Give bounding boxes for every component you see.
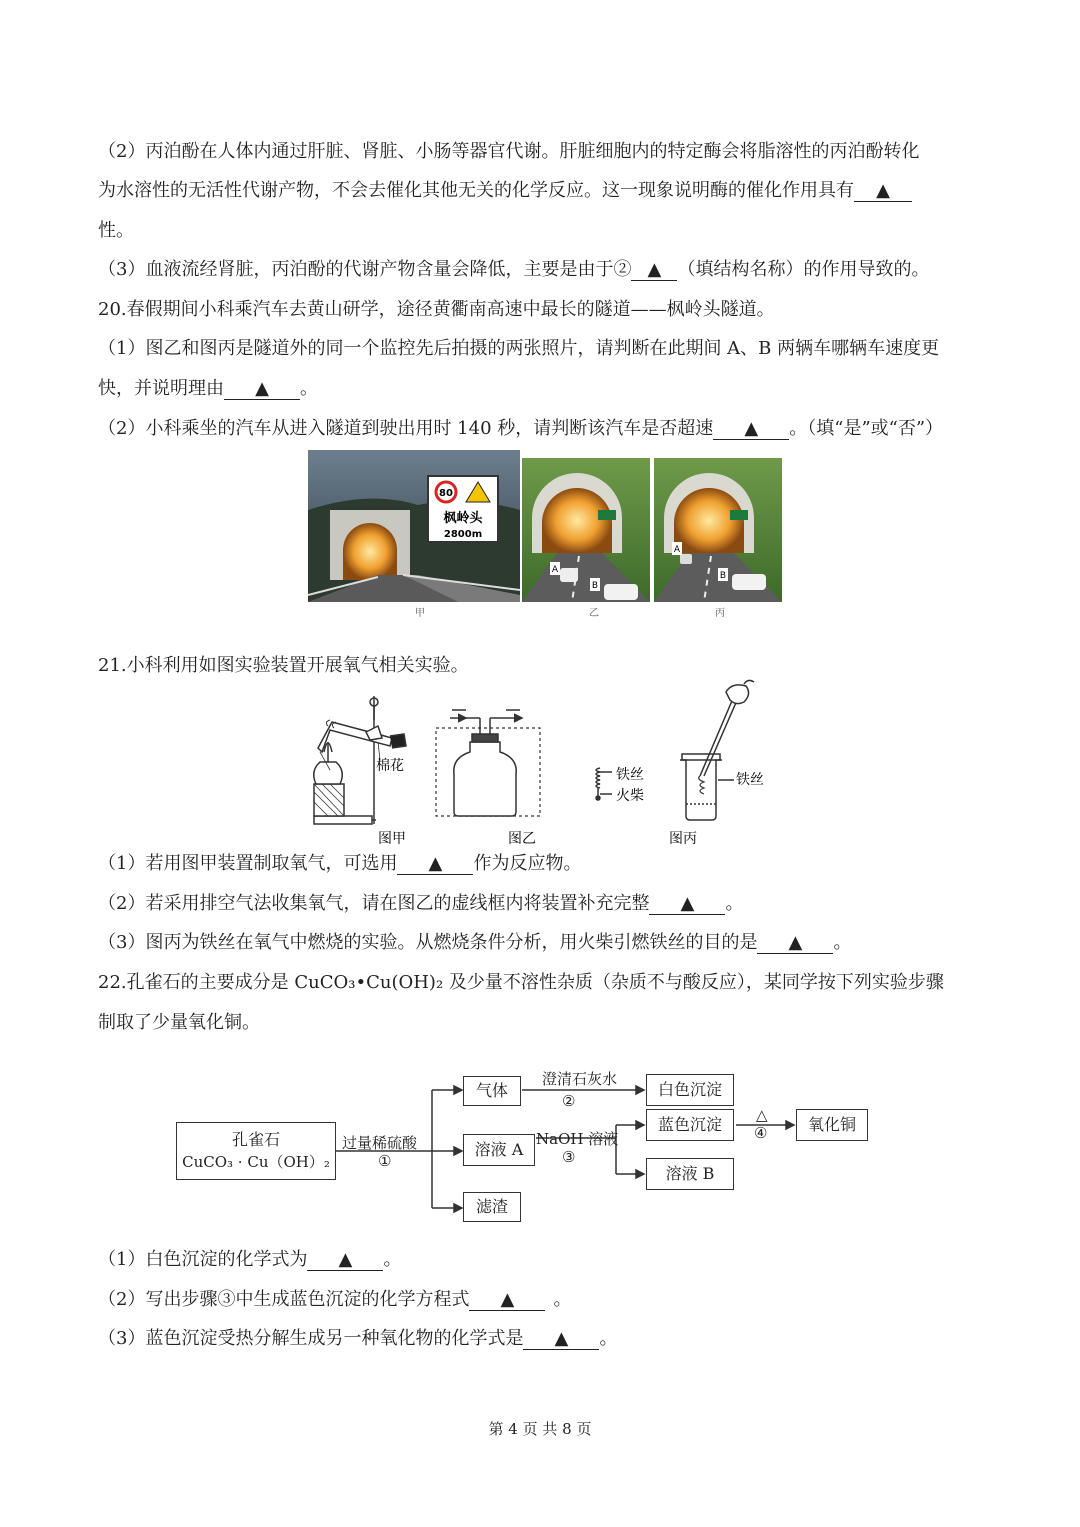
answer-blank[interactable]: ▲ (469, 1290, 545, 1311)
car-b-label: B (591, 581, 599, 591)
car-a-label: A (551, 565, 559, 575)
malachite-formula: CuCO₃ · Cu（OH）₂ (182, 1153, 330, 1171)
q21-part2 (98, 891, 743, 917)
q22-part3-text: （3）蓝色沉淀受热分解生成另一种氧化物的化学式是 (98, 1328, 524, 1349)
q19-part2-line3: 性。 (98, 220, 134, 241)
step-1-label: ① (378, 1152, 392, 1170)
step-2-label: ② (562, 1092, 576, 1110)
q22-part1-text-end: 。 (383, 1249, 402, 1270)
q19-part2-line1: （2）丙泊酚在人体内通过肝脏、肾脏、小肠等器官代谢。肝脏细胞内的特定酶会将脂溶性的丙泊酚转化 (98, 141, 920, 162)
heat-symbol: △ (756, 1106, 768, 1124)
q19-part2-line2 (98, 178, 912, 204)
answer-blank[interactable]: ▲ (224, 379, 300, 400)
label-cotton: 棉花 (376, 758, 404, 774)
q21-part3 (98, 930, 851, 956)
tunnel-photos-figure (308, 450, 784, 622)
photo-bing (654, 458, 782, 602)
caption-yi: 乙 (589, 608, 599, 619)
caption-fig-bing: 图丙 (669, 831, 697, 847)
q22-part2 (98, 1287, 571, 1313)
q20-part2-text: （2）小科乘坐的汽车从进入隧道到驶出用时 140 秒，请判断该汽车是否超速 (98, 418, 714, 439)
solution-b-box: 溶液 B (646, 1158, 734, 1190)
q20-stem: 20.春假期间小科乘汽车去黄山研学，途径黄衢南高速中最长的隧道——枫岭头隧道。 (98, 299, 775, 320)
period: 。 (300, 378, 318, 399)
q19-part3 (98, 257, 929, 283)
car-b (732, 574, 766, 590)
sign-tunnel-name: 枫岭头 (443, 511, 483, 526)
q22-part3-text-end: 。 (599, 1328, 618, 1349)
gas-box: 气体 (463, 1076, 521, 1106)
white-precipitate-box: 白色沉淀 (646, 1074, 734, 1106)
answer-blank[interactable]: ▲ (649, 894, 725, 915)
copper-oxide-box: 氧化铜 (796, 1109, 868, 1141)
answer-blank[interactable]: ▲ (523, 1329, 599, 1350)
caption-jia: 甲 (415, 608, 425, 619)
q19-part3-text-end: （填结构名称）的作用导致的。 (677, 259, 930, 280)
oxygen-apparatus-figure (300, 676, 780, 852)
reagent-dilute-sulfuric-acid: 过量稀硫酸 (342, 1134, 418, 1152)
q21-part3-text: （3）图丙为铁丝在氧气中燃烧的实验。从燃烧条件分析，用火柴引燃铁丝的目的是 (98, 932, 758, 953)
step-3-label: ③ (562, 1148, 576, 1166)
caption-fig-jia: 图甲 (378, 831, 406, 847)
q22-part2-text-end: 。 (553, 1289, 572, 1310)
q20-part1-text: 快，并说明理由 (98, 378, 224, 399)
apparatus-yi (436, 710, 540, 816)
label-iron-wire-jar: 铁丝 (736, 772, 764, 788)
car-b (604, 584, 638, 600)
answer-blank[interactable]: ▲ (713, 419, 789, 440)
q20-part2 (98, 416, 943, 442)
caption-bing: 丙 (715, 608, 725, 619)
caption-fig-yi: 图乙 (508, 831, 536, 847)
q20-part1-line1: （1）图乙和图丙是隧道外的同一个监控先后拍摄的两张照片，请判断在此期间 A、B 两辆车哪辆车速度更 (98, 338, 940, 359)
photo-jia (308, 450, 520, 602)
solution-a-box: 溶液 A (463, 1134, 535, 1166)
q22-stem-line1: 22.孔雀石的主要成分是 CuCO₃•Cu(OH)₂ 及少量不溶性杂质（杂质不与酸反应），某同学按下列实验步骤 (98, 972, 944, 993)
q21-stem: 21.小科利用如图实验装置开展氧气相关实验。 (98, 655, 469, 676)
car-b-label: B (719, 571, 727, 581)
reagent-naoh: NaOH 溶液 (536, 1130, 619, 1148)
answer-blank[interactable]: ▲ (307, 1250, 383, 1271)
cuo-preparation-flowchart (170, 1060, 870, 1226)
q19-part2-text: 为水溶性的无活性代谢产物，不会去催化其他无关的化学反应。这一现象说明酶的催化作用具有 (98, 180, 854, 201)
label-match: 火柴 (616, 788, 644, 804)
malachite-name: 孔雀石 (231, 1130, 280, 1149)
q21-part1-text-end: 作为反应物。 (473, 853, 582, 874)
answer-blank[interactable]: ▲ (757, 933, 833, 954)
answer-blank[interactable]: ▲ (631, 260, 677, 281)
q21-part3-text-end: 。 (833, 932, 852, 953)
q19-part3-text: （3）血液流经肾脏，丙泊酚的代谢产物含量会降低，主要是由于② (98, 259, 632, 280)
residue-box: 滤渣 (463, 1192, 521, 1222)
step-4-label: ④ (754, 1124, 768, 1142)
q22-part1-text: （1）白色沉淀的化学式为 (98, 1249, 308, 1270)
car-a-label: A (673, 545, 681, 555)
q21-part1-text: （1）若用图甲装置制取氧气，可选用 (98, 853, 398, 874)
answer-blank[interactable]: ▲ (854, 181, 912, 202)
car-a (680, 554, 692, 564)
malachite-box (176, 1122, 336, 1180)
q20-part1-line2 (98, 376, 318, 402)
q22-part3 (98, 1326, 617, 1352)
sign-tunnel-length: 2800m (443, 529, 483, 540)
blue-precipitate-box: 蓝色沉淀 (646, 1109, 734, 1141)
q21-part2-text: （2）若采用排空气法收集氧气，请在图乙的虚线框内将装置补充完整 (98, 893, 650, 914)
q22-part1 (98, 1247, 401, 1273)
answer-blank[interactable]: ▲ (397, 854, 473, 875)
q22-stem-line2: 制取了少量氧化铜。 (98, 1012, 260, 1033)
reagent-limewater: 澄清石灰水 (542, 1070, 618, 1088)
car-a (560, 568, 578, 582)
label-iron-wire: 铁丝 (616, 767, 644, 783)
speed-limit-text: 80 (439, 488, 453, 499)
q21-part2-text-end: 。 (725, 893, 744, 914)
page-footer: 第 4 页 共 8 页 (488, 1420, 592, 1438)
q21-part1 (98, 851, 581, 877)
photo-yi (522, 458, 650, 602)
q22-part2-text: （2）写出步骤③中生成蓝色沉淀的化学方程式 (98, 1289, 470, 1310)
q20-part2-text-end: 。（填“是”或“否”） (789, 418, 944, 439)
